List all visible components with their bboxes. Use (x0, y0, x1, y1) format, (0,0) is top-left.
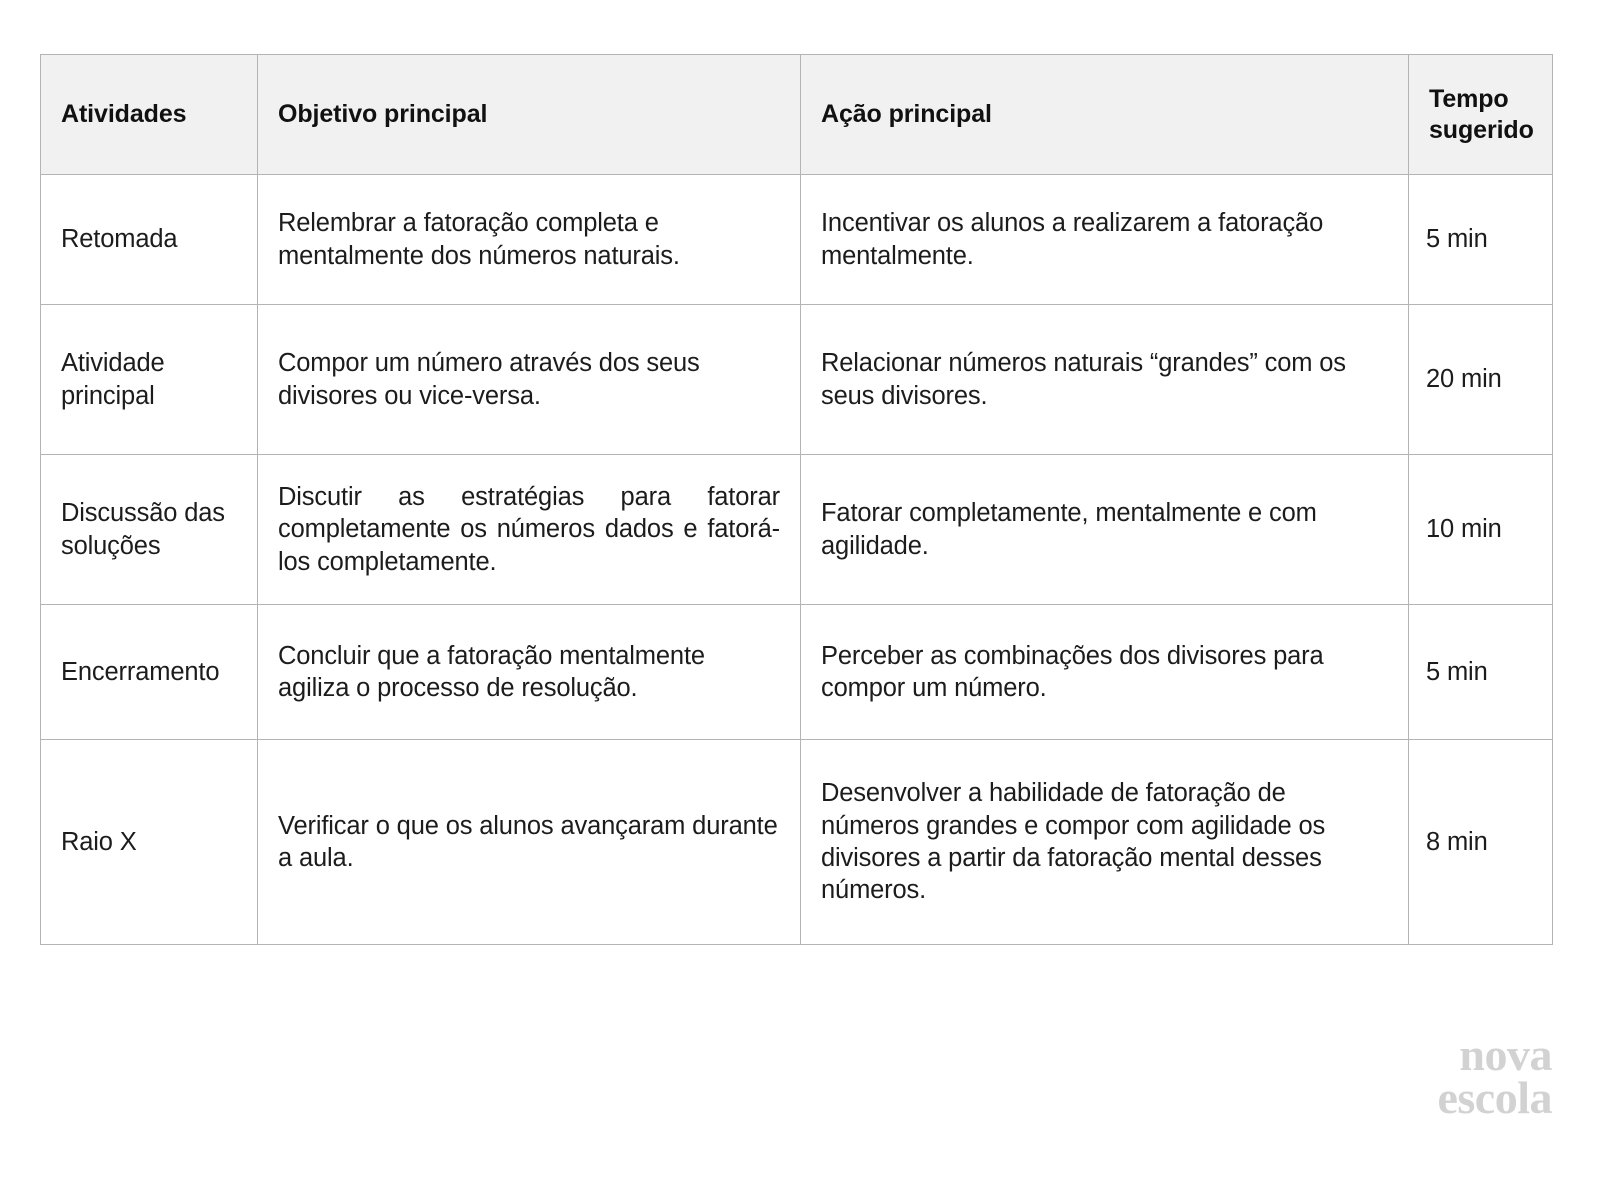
cell-activity: Raio X (41, 740, 258, 945)
table-header (41, 55, 1553, 175)
nova-escola-logo (1437, 1028, 1552, 1124)
table-row (41, 305, 1553, 455)
cell-time: 5 min (1409, 175, 1553, 305)
table-row (41, 175, 1553, 305)
cell-time: 5 min (1409, 605, 1553, 740)
cell-objective: Relembrar a fatoração completa e mentalmente dos números naturais. (258, 175, 801, 305)
cell-activity: Atividade principal (41, 305, 258, 455)
cell-activity: Discussão das soluções (41, 455, 258, 605)
column-header-acao-principal: Ação principal (801, 55, 1409, 175)
cell-objective: Concluir que a fatoração mentalmente agiliza o processo de resolução. (258, 605, 801, 740)
table-row (41, 740, 1553, 945)
column-header-atividades: Atividades (41, 55, 258, 175)
logo-line-nova: nova (1459, 1028, 1552, 1080)
cell-objective: Compor um número através dos seus divisores ou vice-versa. (258, 305, 801, 455)
table-row (41, 605, 1553, 740)
cell-action: Incentivar os alunos a realizarem a fatoração mentalmente. (801, 175, 1409, 305)
cell-action: Fatorar completamente, mentalmente e com agilidade. (801, 455, 1409, 605)
cell-time: 20 min (1409, 305, 1553, 455)
cell-time: 10 min (1409, 455, 1553, 605)
table-body (41, 175, 1553, 945)
cell-action: Perceber as combinações dos divisores para compor um número. (801, 605, 1409, 740)
table-header-row (41, 55, 1553, 175)
table-row (41, 455, 1553, 605)
cell-objective: Verificar o que os alunos avançaram durante a aula. (258, 740, 801, 945)
logo-line-escola: escola (1437, 1072, 1552, 1124)
cell-objective: Discutir as estratégias para fatorar completamente os números dados e fatorá-los completamente. (258, 455, 801, 605)
cell-time: 8 min (1409, 740, 1553, 945)
cell-action: Desenvolver a habilidade de fatoração de números grandes e compor com agilidade os divisores a partir da fatoração mental desses números. (801, 740, 1409, 945)
column-header-tempo-sugerido: Tempo sugerido (1409, 55, 1553, 175)
cell-activity: Encerramento (41, 605, 258, 740)
cell-activity: Retomada (41, 175, 258, 305)
cell-action: Relacionar números naturais “grandes” com os seus divisores. (801, 305, 1409, 455)
column-header-objetivo-principal: Objetivo principal (258, 55, 801, 175)
lesson-plan-table (40, 54, 1553, 945)
